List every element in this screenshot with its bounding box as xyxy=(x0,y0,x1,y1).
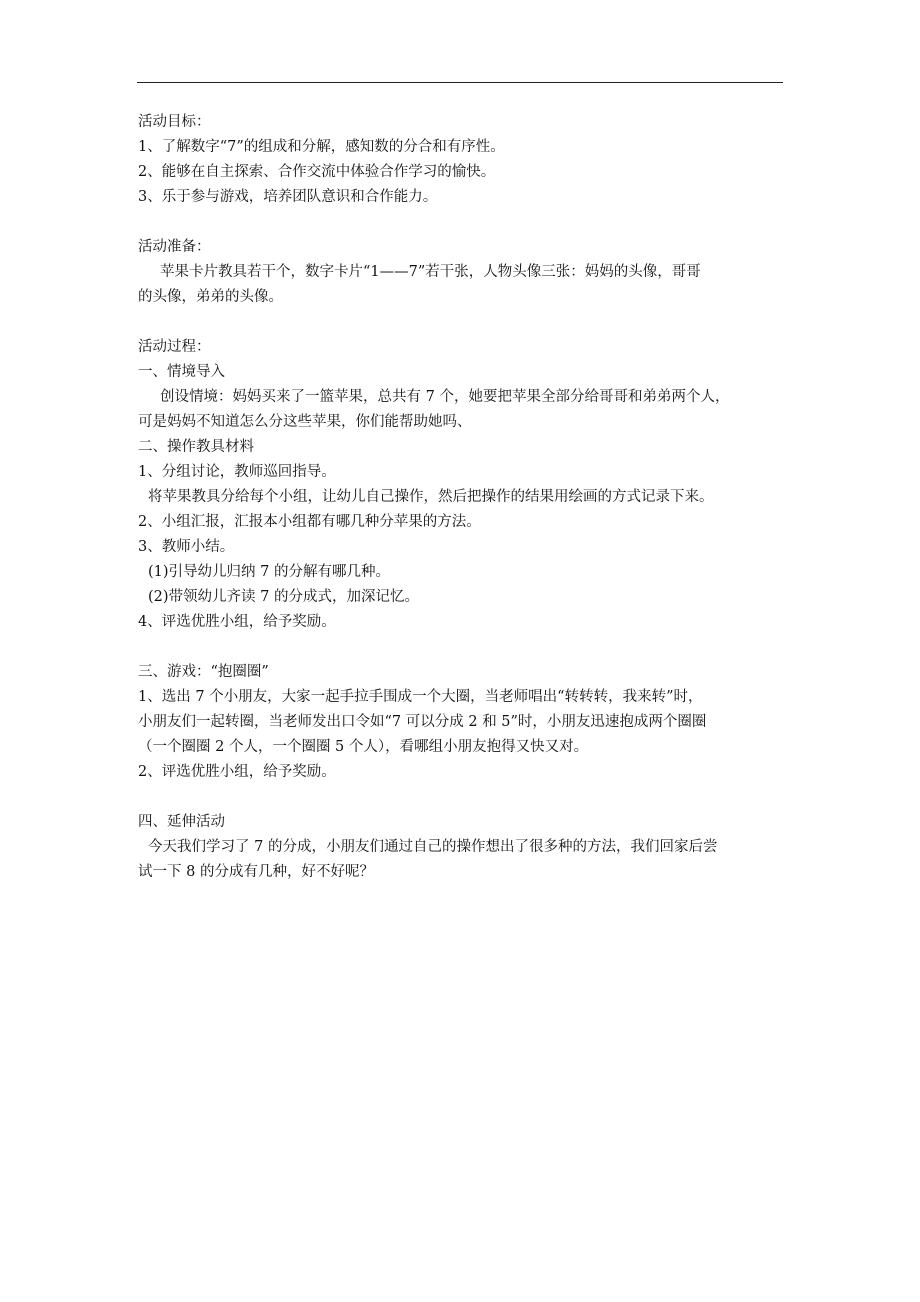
document-body xyxy=(138,110,788,885)
part4-line-2: 试一下 8 的分成有几种，好不好呢？ xyxy=(138,864,374,880)
part2-heading: 二、操作教具材料 xyxy=(138,439,254,455)
part1-line-1: 创设情境：妈妈买来了一篮苹果，总共有 7 个，她要把苹果全部分给哥哥和弟弟两个人， xyxy=(160,389,730,405)
part2-line-3: 2、小组汇报，汇报本小组都有哪几种分苹果的方法。 xyxy=(138,514,481,530)
part4-heading: 四、延伸活动 xyxy=(138,814,225,830)
part1-line-2: 可是妈妈不知道怎么分这些苹果，你们能帮助她吗、 xyxy=(138,414,472,430)
part3-line-1: 1、选出 7 个小朋友，大家一起手拉手围成一个大圈，当老师唱出“转转转，我来转”时， xyxy=(138,689,703,705)
spacer xyxy=(138,210,788,235)
part3-heading: 三、游戏：“抱圈圈” xyxy=(138,664,269,680)
goal-item-3: 3、乐于参与游戏，培养团队意识和合作能力。 xyxy=(138,189,438,205)
part4-line-1: 今天我们学习了 7 的分成，小朋友们通过自己的操作想出了很多种的方法，我们回家后尝 xyxy=(148,839,718,855)
prep-line-2: 的头像，弟弟的头像。 xyxy=(138,289,283,305)
goals-title: 活动目标： xyxy=(138,114,211,130)
goal-item-1: 1、了解数字“7”的组成和分解，感知数的分合和有序性。 xyxy=(138,139,505,155)
prep-line-1: 苹果卡片教具若干个，数字卡片“1——7”若干张，人物头像三张：妈妈的头像，哥哥 xyxy=(160,264,701,280)
header-rule xyxy=(137,82,783,83)
goal-item-2: 2、能够在自主探索、合作交流中体验合作学习的愉快。 xyxy=(138,164,496,180)
spacer xyxy=(138,785,788,810)
part3-line-4: 2、评选优胜小组，给予奖励。 xyxy=(138,764,336,780)
spacer xyxy=(138,635,788,660)
spacer xyxy=(138,310,788,335)
part2-line-4: 3、教师小结。 xyxy=(138,539,235,555)
process-title: 活动过程： xyxy=(138,339,211,355)
part3-line-3: （一个圈圈 2 个人，一个圈圈 5 个人），看哪组小朋友抱得又快又对。 xyxy=(138,739,589,755)
prep-title: 活动准备： xyxy=(138,239,211,255)
part2-line-1: 1、分组讨论，教师巡回指导。 xyxy=(138,464,336,480)
part2-line-2: 将苹果教具分给每个小组，让幼儿自己操作，然后把操作的结果用绘画的方式记录下来。 xyxy=(148,489,714,505)
part3-line-2: 小朋友们一起转圈，当老师发出口令如“7 可以分成 2 和 5”时，小朋友迅速抱成两个圈圈 xyxy=(138,714,707,730)
part2-line-6: (2)带领幼儿齐读 7 的分成式，加深记忆。 xyxy=(148,589,419,605)
part1-heading: 一、情境导入 xyxy=(138,364,225,380)
part2-line-5: (1)引导幼儿归纳 7 的分解有哪几种。 xyxy=(148,564,390,580)
part2-line-7: 4、评选优胜小组，给予奖励。 xyxy=(138,614,336,630)
